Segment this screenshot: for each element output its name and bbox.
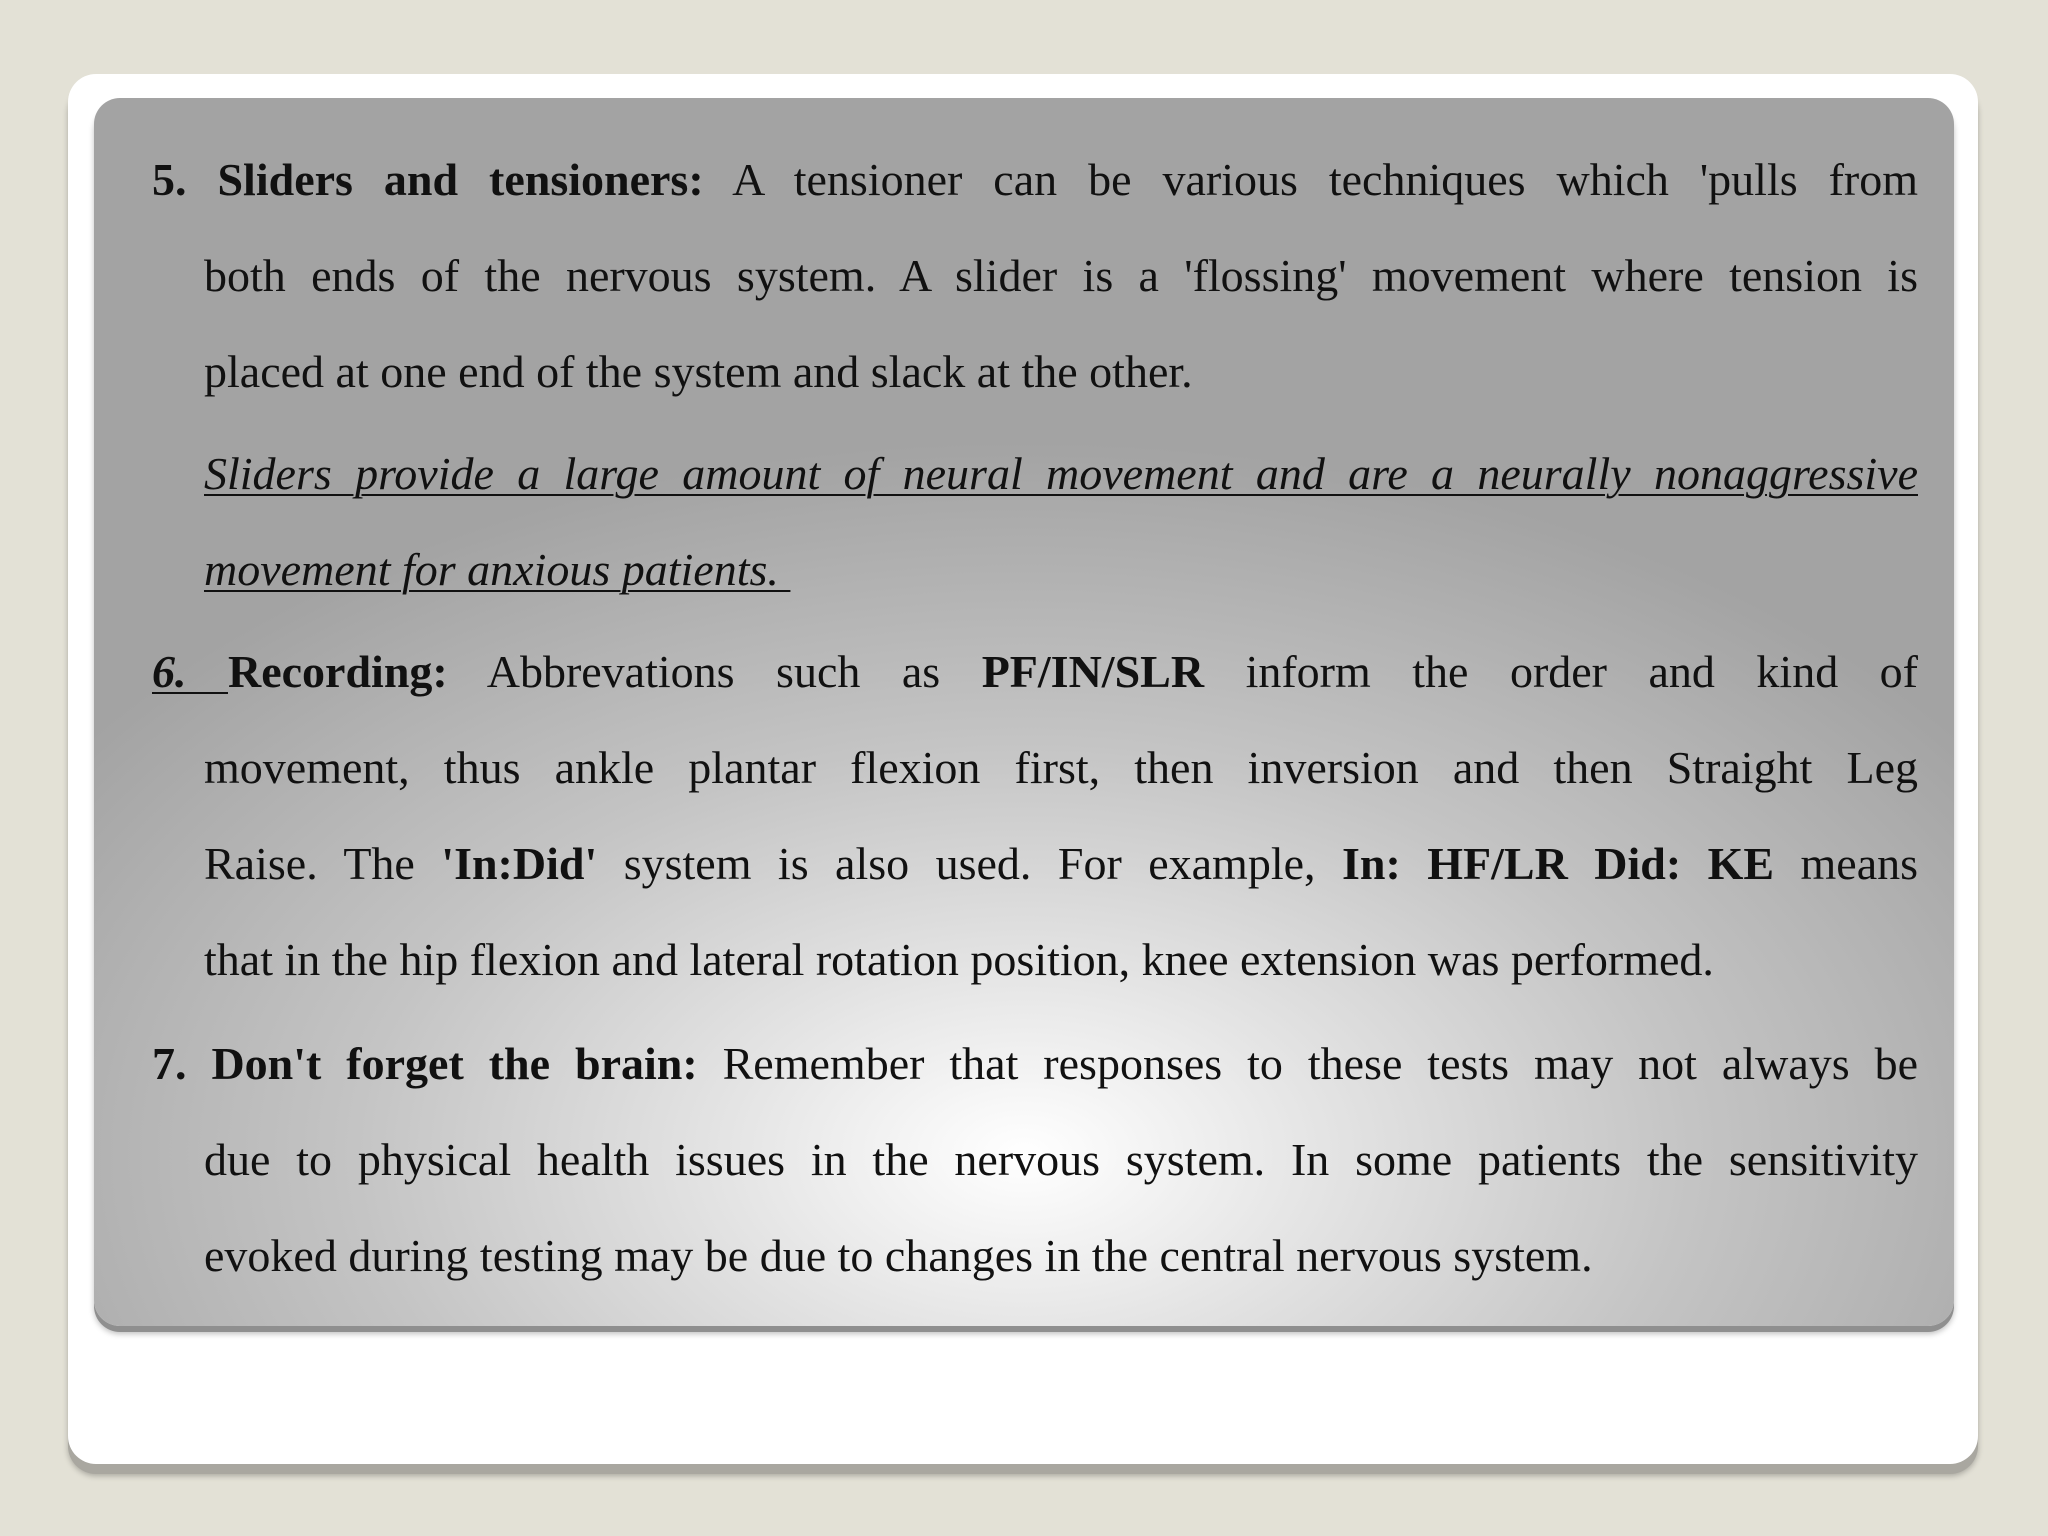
item-7-heading: Don't forget the brain: [211, 1038, 698, 1089]
content-panel [94, 98, 1954, 1326]
item-7-line-1 [152, 1038, 1918, 1090]
item-6-line3-a: Raise. The [204, 838, 415, 889]
item-6-line-3 [204, 838, 1918, 890]
item-5-note-line-1 [204, 448, 1918, 500]
item-6-line3-b: system is also used. For example, [623, 838, 1316, 889]
slide-card [68, 74, 1978, 1464]
item-6-line-4: that in the hip flexion and lateral rotation position, knee extension was performed. [204, 934, 1714, 985]
item-6-line-1 [152, 646, 1918, 698]
item-6-line-2: movement, thus ankle plantar flexion first, then inversion and then Straight Leg [204, 742, 1918, 793]
item-6-text-b: inform the order and kind of [1245, 646, 1919, 697]
item-5-heading: Sliders and tensioners: [217, 154, 704, 205]
item-5-number: 5. [152, 154, 187, 205]
item-5-line-1 [152, 154, 1918, 206]
item-5-note-line-2 [204, 544, 1918, 596]
item-7-text: Remember that responses to these tests may not always be [722, 1038, 1919, 1089]
item-7-line-3: evoked during testing may be due to changes in the central nervous system. [204, 1230, 1593, 1281]
item-6-number: 6. [152, 646, 228, 697]
item-5-line-2: both ends of the nervous system. A slider is a 'flossing' movement where tension is [204, 250, 1918, 301]
item-6-example: In: HF/LR Did: KE [1341, 838, 1775, 889]
item-5-text: A tensioner can be various techniques which 'pulls from [732, 154, 1919, 205]
slide-body [94, 98, 1954, 1326]
item-6-system-name: 'In:Did' [441, 838, 598, 889]
item-6-text-a: Abbrevations such as [486, 646, 941, 697]
item-7-line-2: due to physical health issues in the nervous system. In some patients the sensitivity [204, 1134, 1918, 1185]
item-6-heading: Recording: [228, 646, 448, 697]
item-5-line-3: placed at one end of the system and slack at the other. [204, 346, 1193, 397]
item-6-line3-c: means [1800, 838, 1919, 889]
item-5-note-text-2: movement for anxious patients. [204, 544, 791, 595]
item-7-number: 7. [152, 1038, 187, 1089]
item-5-note-text-1: Sliders provide a large amount of neural movement and are a neurally nonaggressive [204, 448, 1918, 499]
item-6-code: PF/IN/SLR [981, 646, 1205, 697]
